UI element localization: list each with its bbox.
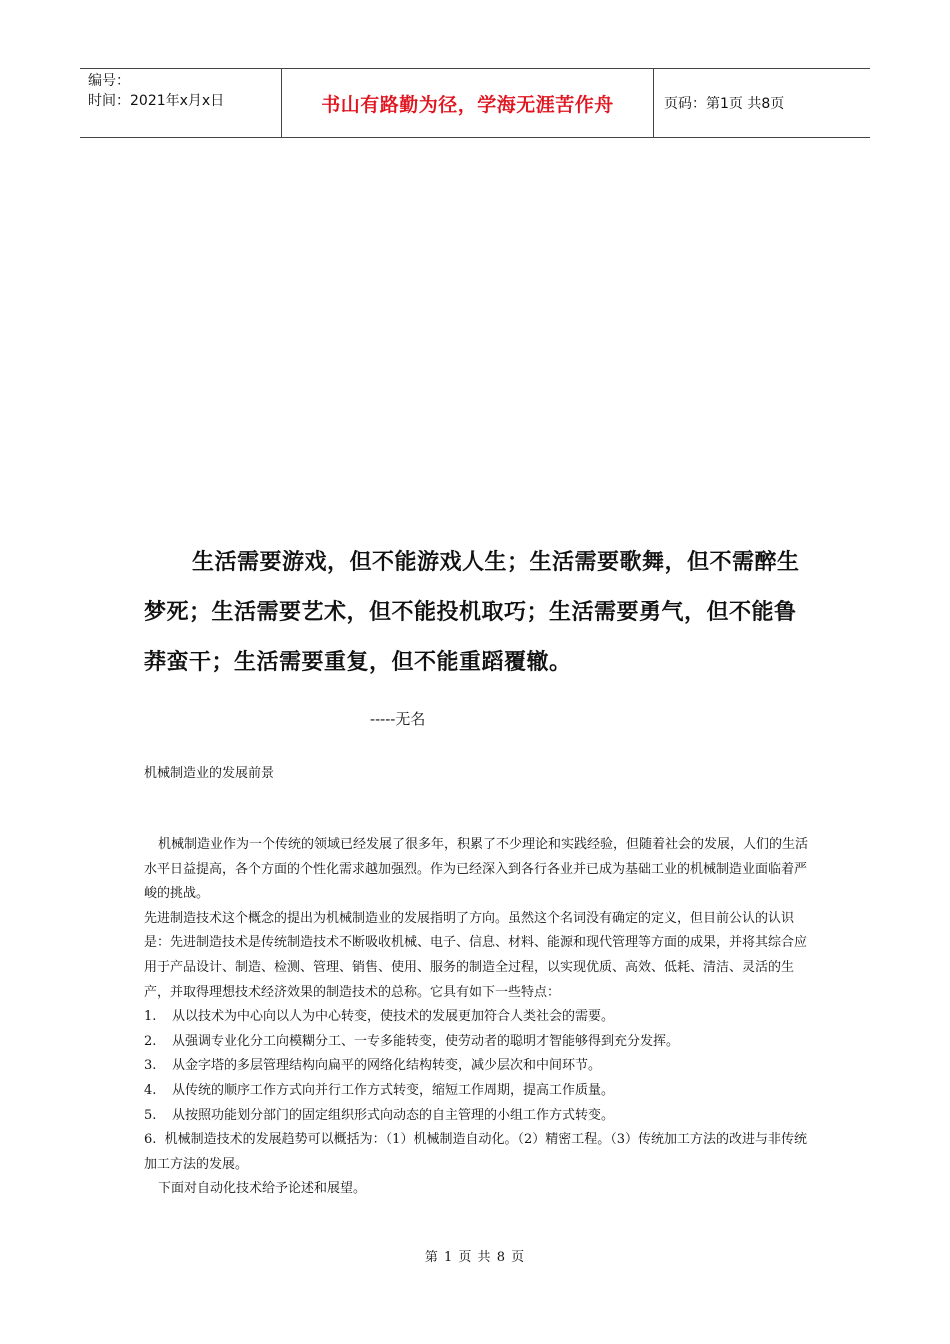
list-number: 4. <box>144 1082 157 1098</box>
list-number: 1. <box>144 1009 157 1025</box>
list-item <box>144 1030 808 1055</box>
list-text: 从传统的顺序工作方式向并行工作方式转变，缩短工作周期，提高工作质量。 <box>172 1082 615 1098</box>
document-title: 机械制造业的发展前景 <box>144 766 275 781</box>
list-item <box>144 1104 808 1129</box>
list-item <box>144 1054 808 1079</box>
list-number: 6. <box>144 1132 157 1148</box>
list-number: 2. <box>144 1033 157 1049</box>
time-label: 时间：2021年x月x日 <box>88 93 225 109</box>
header-page-info: 页码：第1页 共8页 <box>664 96 785 112</box>
header-motto: 书山有路勤为径，学海无涯苦作舟 <box>282 69 654 137</box>
list-item-wrapped <box>144 1128 808 1177</box>
header-meta <box>80 69 282 137</box>
list-text: 从以技术为中心向以人为中心转变，使技术的发展更加符合人类社会的需要。 <box>172 1009 615 1025</box>
closing-paragraph: 下面对自动化技术给予论述和展望。 <box>158 1181 367 1197</box>
document-body <box>144 833 808 1202</box>
list-text: 从强调专业化分工向模糊分工、一专多能转变，使劳动者的聪明才智能够得到充分发挥。 <box>172 1033 680 1049</box>
list-text: 从按照功能划分部门的固定组织形式向动态的自主管理的小组工作方式转变。 <box>172 1107 615 1123</box>
list-number: 5. <box>144 1107 157 1123</box>
list-number: 3. <box>144 1058 157 1074</box>
paragraph: 机械制造业作为一个传统的领域已经发展了很多年，积累了不少理论和实践经验，但随着社会的发展，人们的生活水平日益提高，各个方面的个性化需求越加强烈。作为已经深入到各行各业并已成为基础工业的机械制造业面临着严峻的挑战。 <box>144 837 809 902</box>
list-text: 从金字塔的多层管理结构向扁平的网络化结构转变，减少层次和中间环节。 <box>172 1058 602 1074</box>
number-label: 编号： <box>88 73 130 89</box>
list-text: 机械制造技术的发展趋势可以概括为：（1）机械制造自动化。（2）精密工程。（3）传统加工方法的改进与非传统加工方法的发展。 <box>144 1132 807 1172</box>
page-footer: 第 1 页 共 8 页 <box>424 1250 526 1265</box>
paragraph: 先进制造技术这个概念的提出为机械制造业的发展指明了方向。虽然这个名词没有确定的定义，但目前公认的认识是：先进制造技术是传统制造技术不断吸收机械、电子、信息、材料、能源和现代管理等方面的成果，并将其综合应用于产品设计、制造、检测、管理、销售、使用、服务的制造全过程，以实现优质、高效、低耗、清洁、灵活的生产，并取得理想技术经济效果的制造技术的总称。它具有如下一些特点： <box>144 910 808 1000</box>
list-item <box>144 1079 808 1104</box>
page-header <box>80 68 870 138</box>
quote-author: -----无名 <box>370 710 426 728</box>
list-item <box>144 1005 808 1030</box>
quote-text: 生活需要游戏，但不能游戏人生；生活需要歌舞，但不需醉生梦死；生活需要艺术，但不能投机取巧；生活需要勇气，但不能鲁莽蛮干；生活需要重复，但不能重蹈覆辙。 <box>144 550 800 675</box>
